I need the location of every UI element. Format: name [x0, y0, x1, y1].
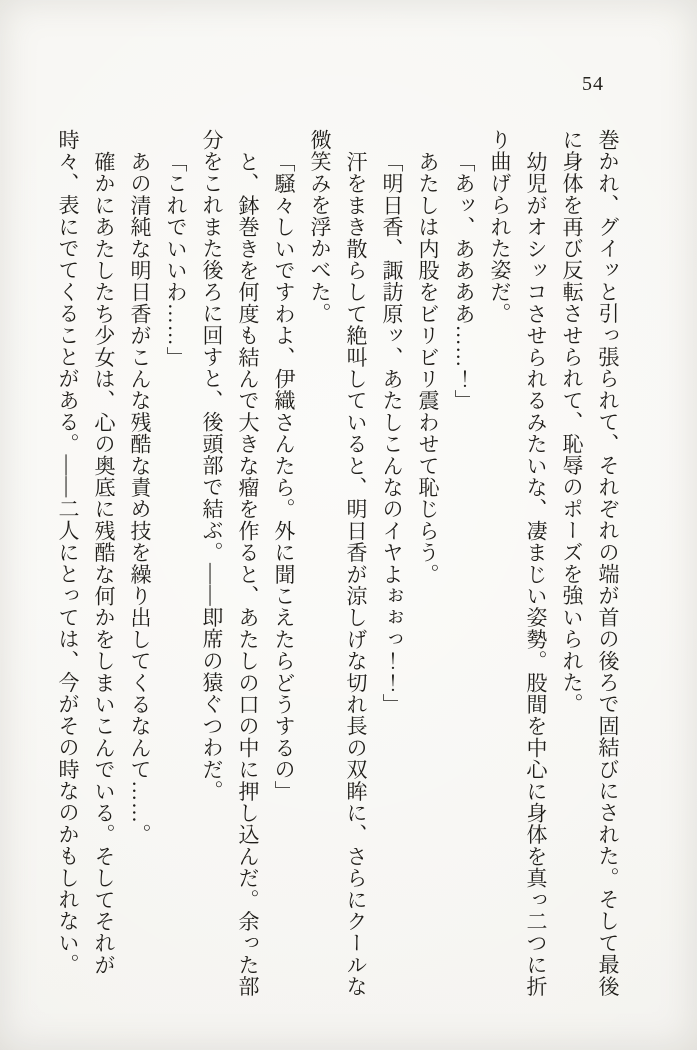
- text-line: あの清純な明日香がこんな残酷な責め技を繰り出してくるなんて……。: [128, 150, 152, 846]
- text-line: 「明日香、諏訪原ッ、あたしこんなのイヤよぉぉっ！！」: [380, 150, 404, 715]
- text-line: り曲げられた姿だ。: [488, 129, 512, 325]
- text-line: 「これでいいわ……」: [164, 150, 188, 368]
- text-line: 汗をまき散らして絶叫していると、明日香が涼しげな切れ長の双眸に、さらにクールな: [344, 150, 368, 997]
- text-line: 巻かれ、グイッと引っ張られて、それぞれの端が首の後ろで固結びにされた。そして最後: [596, 129, 620, 997]
- text-line: に身体を再び反転させられて、恥辱のポーズを強いられた。: [560, 129, 584, 715]
- text-line: 時々、表にでてくることがある。――二人にとっては、今がその時なのかもしれない。: [56, 129, 80, 976]
- page-text-block: [50, 129, 626, 1011]
- text-line: 「あッ、ああああ……！」: [452, 150, 476, 412]
- text-line: あたしは内股をビリビリ震わせて恥じらう。: [416, 150, 440, 585]
- text-line: 微笑みを浮かべた。: [308, 129, 332, 325]
- page-number: 54: [582, 73, 604, 95]
- text-line: 分をこれまた後ろに回すと、後頭部で結ぶ。――即席の猿ぐつわだ。: [200, 129, 224, 802]
- text-line: と、鉢巻きを何度も結んで大きな瘤を作ると、あたしの口の中に押し込んだ。余った部: [236, 150, 260, 997]
- text-line: 確かにあたしたち少女は、心の奥底に残酷な何かをしまいこんでいる。そしてそれが: [92, 150, 116, 976]
- text-line: 「騒々しいですわよ、伊織さんたら。外に聞こえたらどうするの」: [272, 150, 296, 802]
- text-line: 幼児がオシッコさせられるみたいな、凄まじい姿勢。股間を中心に身体を真っ二つに折: [524, 150, 548, 997]
